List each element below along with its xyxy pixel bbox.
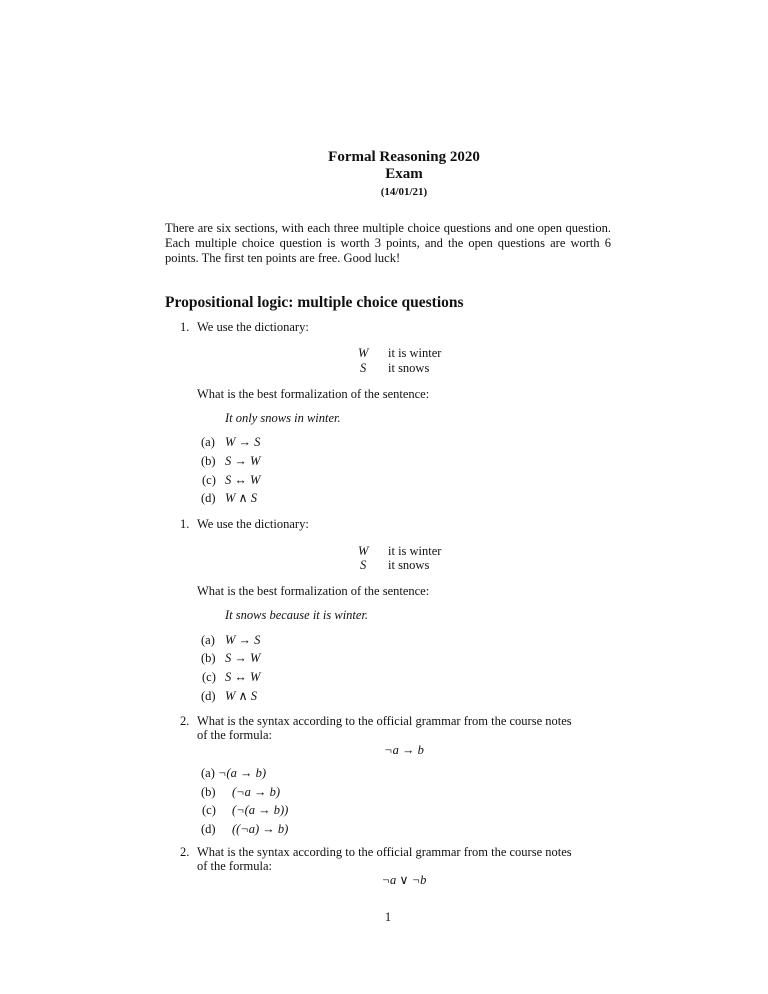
question-number: 2.	[180, 845, 190, 859]
option-text: S → W	[225, 651, 261, 665]
dict-symbol: S	[360, 558, 367, 572]
option-label: (c)	[202, 803, 216, 817]
dict-meaning: it snows	[388, 361, 430, 375]
question-prompt: We use the dictionary:	[197, 320, 309, 334]
dict-meaning: it is winter	[388, 544, 442, 558]
dict-meaning: it is winter	[388, 346, 442, 360]
question-sentence: It snows because it is winter.	[225, 608, 369, 622]
dict-symbol: W	[358, 346, 369, 360]
option-label: (a)	[201, 435, 215, 449]
option-text: W → S	[225, 633, 261, 647]
option-label: (c)	[202, 670, 216, 684]
doc-subtitle: Exam	[385, 166, 423, 182]
section-heading: Propositional logic: multiple choice questions	[165, 294, 464, 311]
dict-meaning: it snows	[388, 558, 430, 572]
option-text: (¬(a → b))	[232, 803, 289, 817]
doc-date: (14/01/21)	[380, 186, 428, 198]
question-number: 1.	[180, 517, 190, 531]
option-text: (¬a → b)	[232, 785, 281, 799]
doc-title: Formal Reasoning 2020	[328, 149, 480, 165]
question-ask: What is the best formalization of the sentence:	[197, 584, 430, 598]
question-prompt-line1: What is the syntax according to the official grammar from the course notes	[197, 845, 572, 859]
dict-symbol: W	[358, 544, 369, 558]
question-ask: What is the best formalization of the sentence:	[197, 387, 430, 401]
option-label: (b)	[201, 651, 216, 665]
option-label: (d)	[201, 689, 216, 703]
option-label: (d)	[201, 822, 216, 836]
option-text: S ↔ W	[225, 473, 261, 487]
question-sentence: It only snows in winter.	[225, 411, 341, 425]
option-text: W → S	[225, 435, 261, 449]
question-prompt-line2: of the formula:	[197, 728, 272, 742]
option-label: (d)	[201, 491, 216, 505]
question-formula: ¬a → b	[384, 743, 424, 757]
option-label: (b)	[201, 454, 216, 468]
question-number: 2.	[180, 714, 190, 728]
question-prompt-line2: of the formula:	[197, 859, 272, 873]
option-label: (a)	[201, 633, 215, 647]
option-label: (c)	[202, 473, 216, 487]
option-text: S ↔ W	[225, 670, 261, 684]
question-number: 1.	[180, 320, 190, 334]
question-prompt-line1: What is the syntax according to the official grammar from the course notes	[197, 714, 572, 728]
option-text: W ∧ S	[225, 491, 258, 505]
option-label: (a)	[201, 766, 215, 780]
option-text: W ∧ S	[225, 689, 258, 703]
option-text: S → W	[225, 454, 261, 468]
option-text: ((¬a) → b)	[232, 822, 289, 836]
question-prompt: We use the dictionary:	[197, 517, 309, 531]
intro-paragraph: There are six sections, with each three multiple choice questions and one open question. Each multiple choice question is worth 3 points, and the open questions are worth 6 points. The first ten points are free. Good luck!	[165, 221, 611, 265]
dict-symbol: S	[360, 361, 367, 375]
question-formula: ¬a ∨ ¬b	[381, 873, 427, 887]
option-text: ¬(a → b)	[218, 766, 267, 780]
option-label: (b)	[201, 785, 216, 799]
page-number: 1	[384, 910, 392, 924]
